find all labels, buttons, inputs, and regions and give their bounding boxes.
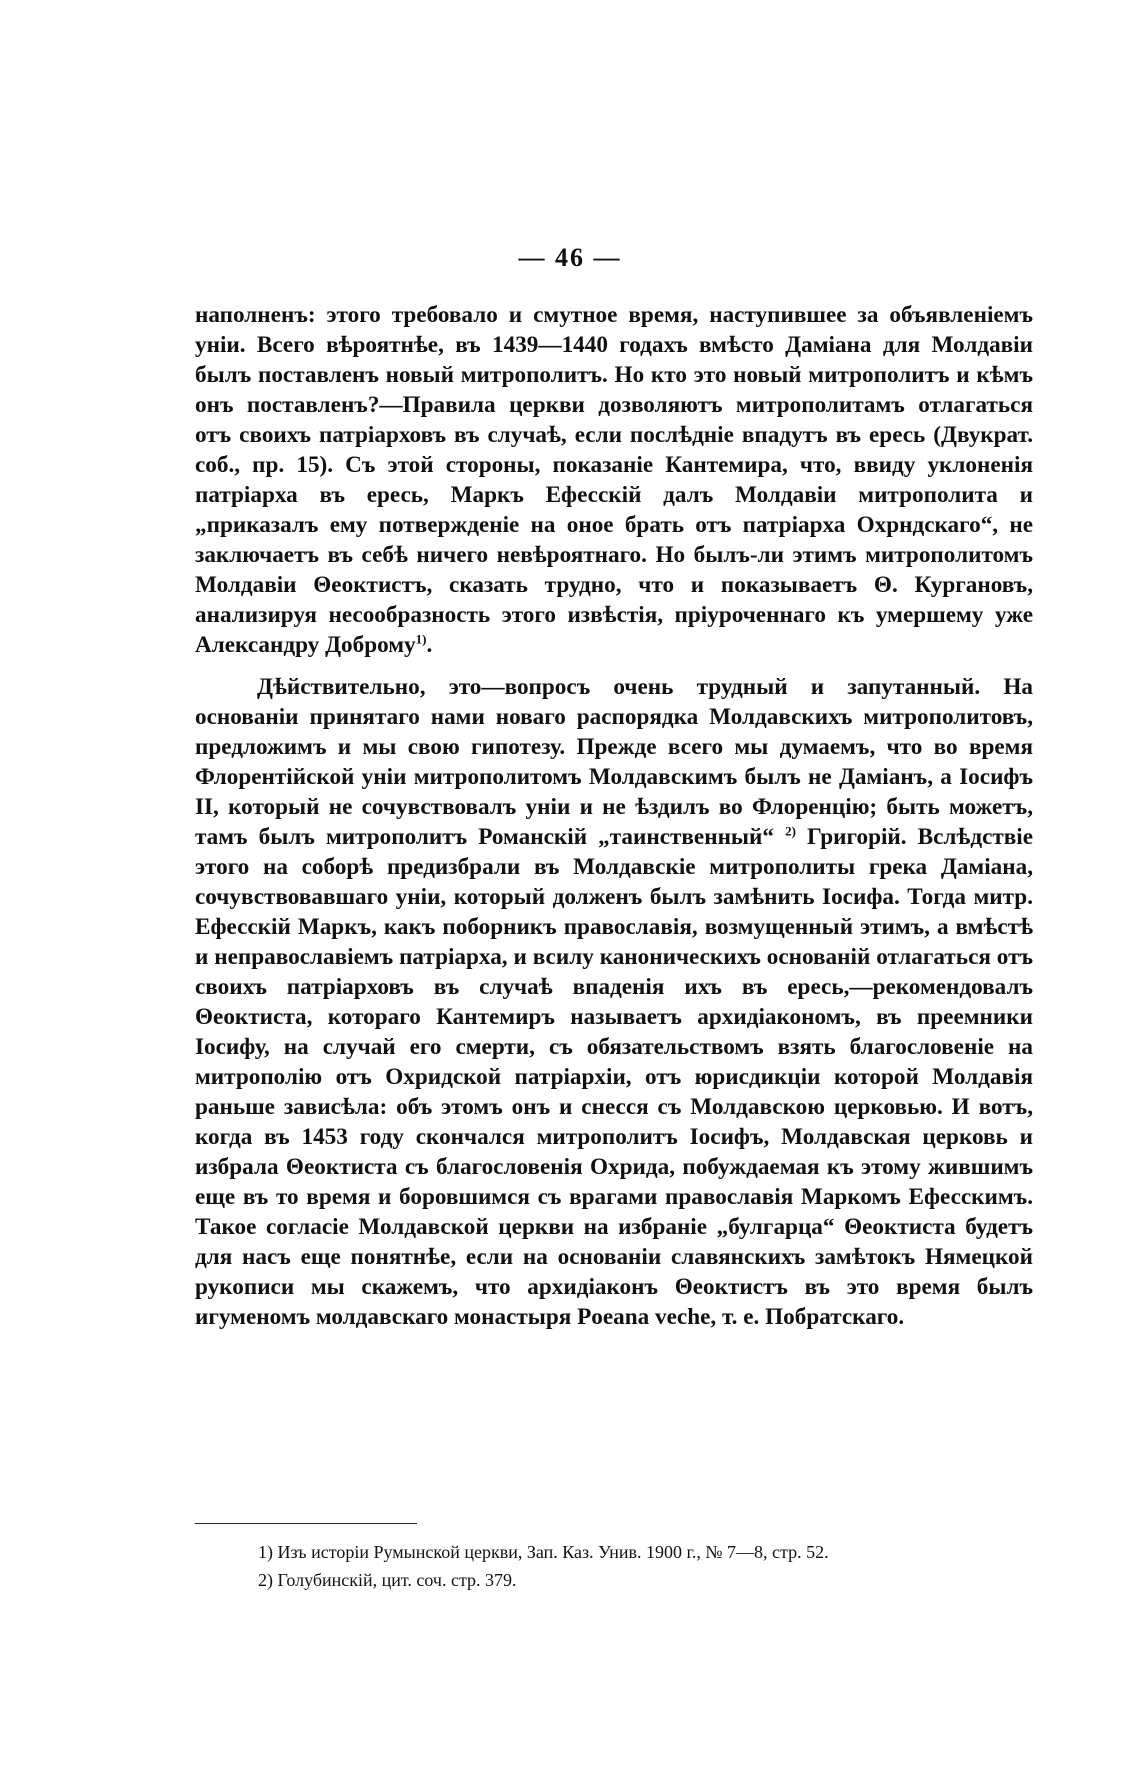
main-text: [195, 300, 1033, 1332]
paragraph-text: Дѣйствительно, это—вопросъ очень трудный и запутанный. На основаніи принятаго нами новаго распорядка Молдавскихъ митрополитовъ, предложимъ и мы свою гипотезу. Прежде всего мы думаемъ, что во время Флорентійской уніи митрополитомъ Молдавскимъ былъ не Даміанъ, а Іосифъ II, который не сочувствовалъ уніи и не ѣздилъ во Флоренцію; быть можетъ, тамъ былъ митрополитъ Романскій „таинственный“: [195, 674, 1033, 850]
footnote-text: Изъ исторіи Румынской церкви, Зап. Каз. Унив. 1900 г., № 7—8, стр. 52.: [277, 1542, 829, 1562]
footnotes: [258, 1538, 1038, 1594]
footnote-divider: [195, 1523, 417, 1524]
footnote-reference: 2): [785, 823, 796, 839]
footnote-mark: 1): [258, 1542, 273, 1562]
footnote-text: Голубинскій, цит. соч. стр. 379.: [277, 1570, 517, 1590]
footnote: [258, 1566, 1038, 1594]
footnote-reference: 1): [415, 631, 427, 647]
paragraph: [195, 672, 1033, 1332]
paragraph: [195, 300, 1033, 660]
footnote-mark: 2): [258, 1570, 273, 1590]
paragraph-text: наполненъ: этого требовало и смутное время, наступившее за объявленіемъ уніи. Всего вѣроятнѣе, въ 1439—1440 годахъ вмѣсто Даміана для Молдавіи былъ поставленъ новый митрополитъ. Но кто это новый митрополитъ и кѣмъ онъ поставленъ?—Правила церкви дозволяютъ митрополитамъ отлагаться отъ своихъ патріарховъ въ случаѣ, если послѣдніе впадутъ въ ересь (Двукрат. соб., пр. 15). Съ этой стороны, показаніе Кантемира, что, ввиду уклоненія патріарха въ ересь, Маркъ Ефесскій далъ Молдавіи митрополита и „приказалъ ему потвержденіе на оное брать отъ патріарха Охрндскаго“, не заключаетъ въ себѣ ничего невѣроятнаго. Но былъ-ли этимъ митрополитомъ Молдавіи Θеоктистъ, сказать трудно, что и показываетъ Θ. Кургановъ, анализируя несообразность этого извѣстія, пріуроченнаго къ умершему уже Александру Доброму: [195, 302, 1033, 658]
page-number: — 46 —: [518, 243, 622, 272]
footnote: [258, 1538, 1038, 1566]
paragraph-tail: .: [426, 632, 433, 658]
paragraph-tail: Григорій. Вслѣдствіе этого на соборѣ предизбрали въ Молдавскіе митрополиты грека Даміана, сочувствовавшаго уніи, который долженъ былъ замѣнить Іосифа. Тогда митр. Ефесскій Маркъ, какъ поборникъ православія, возмущенный этимъ, а вмѣстѣ и неправославіемъ патріарха, и всилу каноническихъ основаній отлагаться отъ своихъ патріарховъ въ случаѣ впаденія ихъ въ ересь,—рекомендовалъ Θеоктиста, котораго Кантемиръ называетъ архидіакономъ, въ преемники Іосифу, на случай его смерти, съ обязательствомъ взять благословеніе на митрополію отъ Охридской патріархіи, отъ юрисдикціи которой Молдавія раньше зависѣла: объ этомъ онъ и снесся съ Молдавскою церковью. И вотъ, когда въ 1453 году скончался митрополитъ Іосифъ, Молдавская церковь и избрала Θеоктиста съ благословенія Охрида, побуждаемая къ этому жившимъ еще въ то время и боровшимся съ врагами православія Маркомъ Ефесскимъ. Такое согласіе Молдавской церкви на избраніе „булгарца“ Θеоктиста будетъ для насъ еще понятнѣе, если на основаніи славянскихъ замѣтокъ Нямецкой рукописи мы скажемъ, что архидіаконъ Θеоктистъ въ это время былъ игуменомъ молдавскаго монастыря Poeana veche, т. е. Побратскаго.: [195, 824, 1034, 1330]
